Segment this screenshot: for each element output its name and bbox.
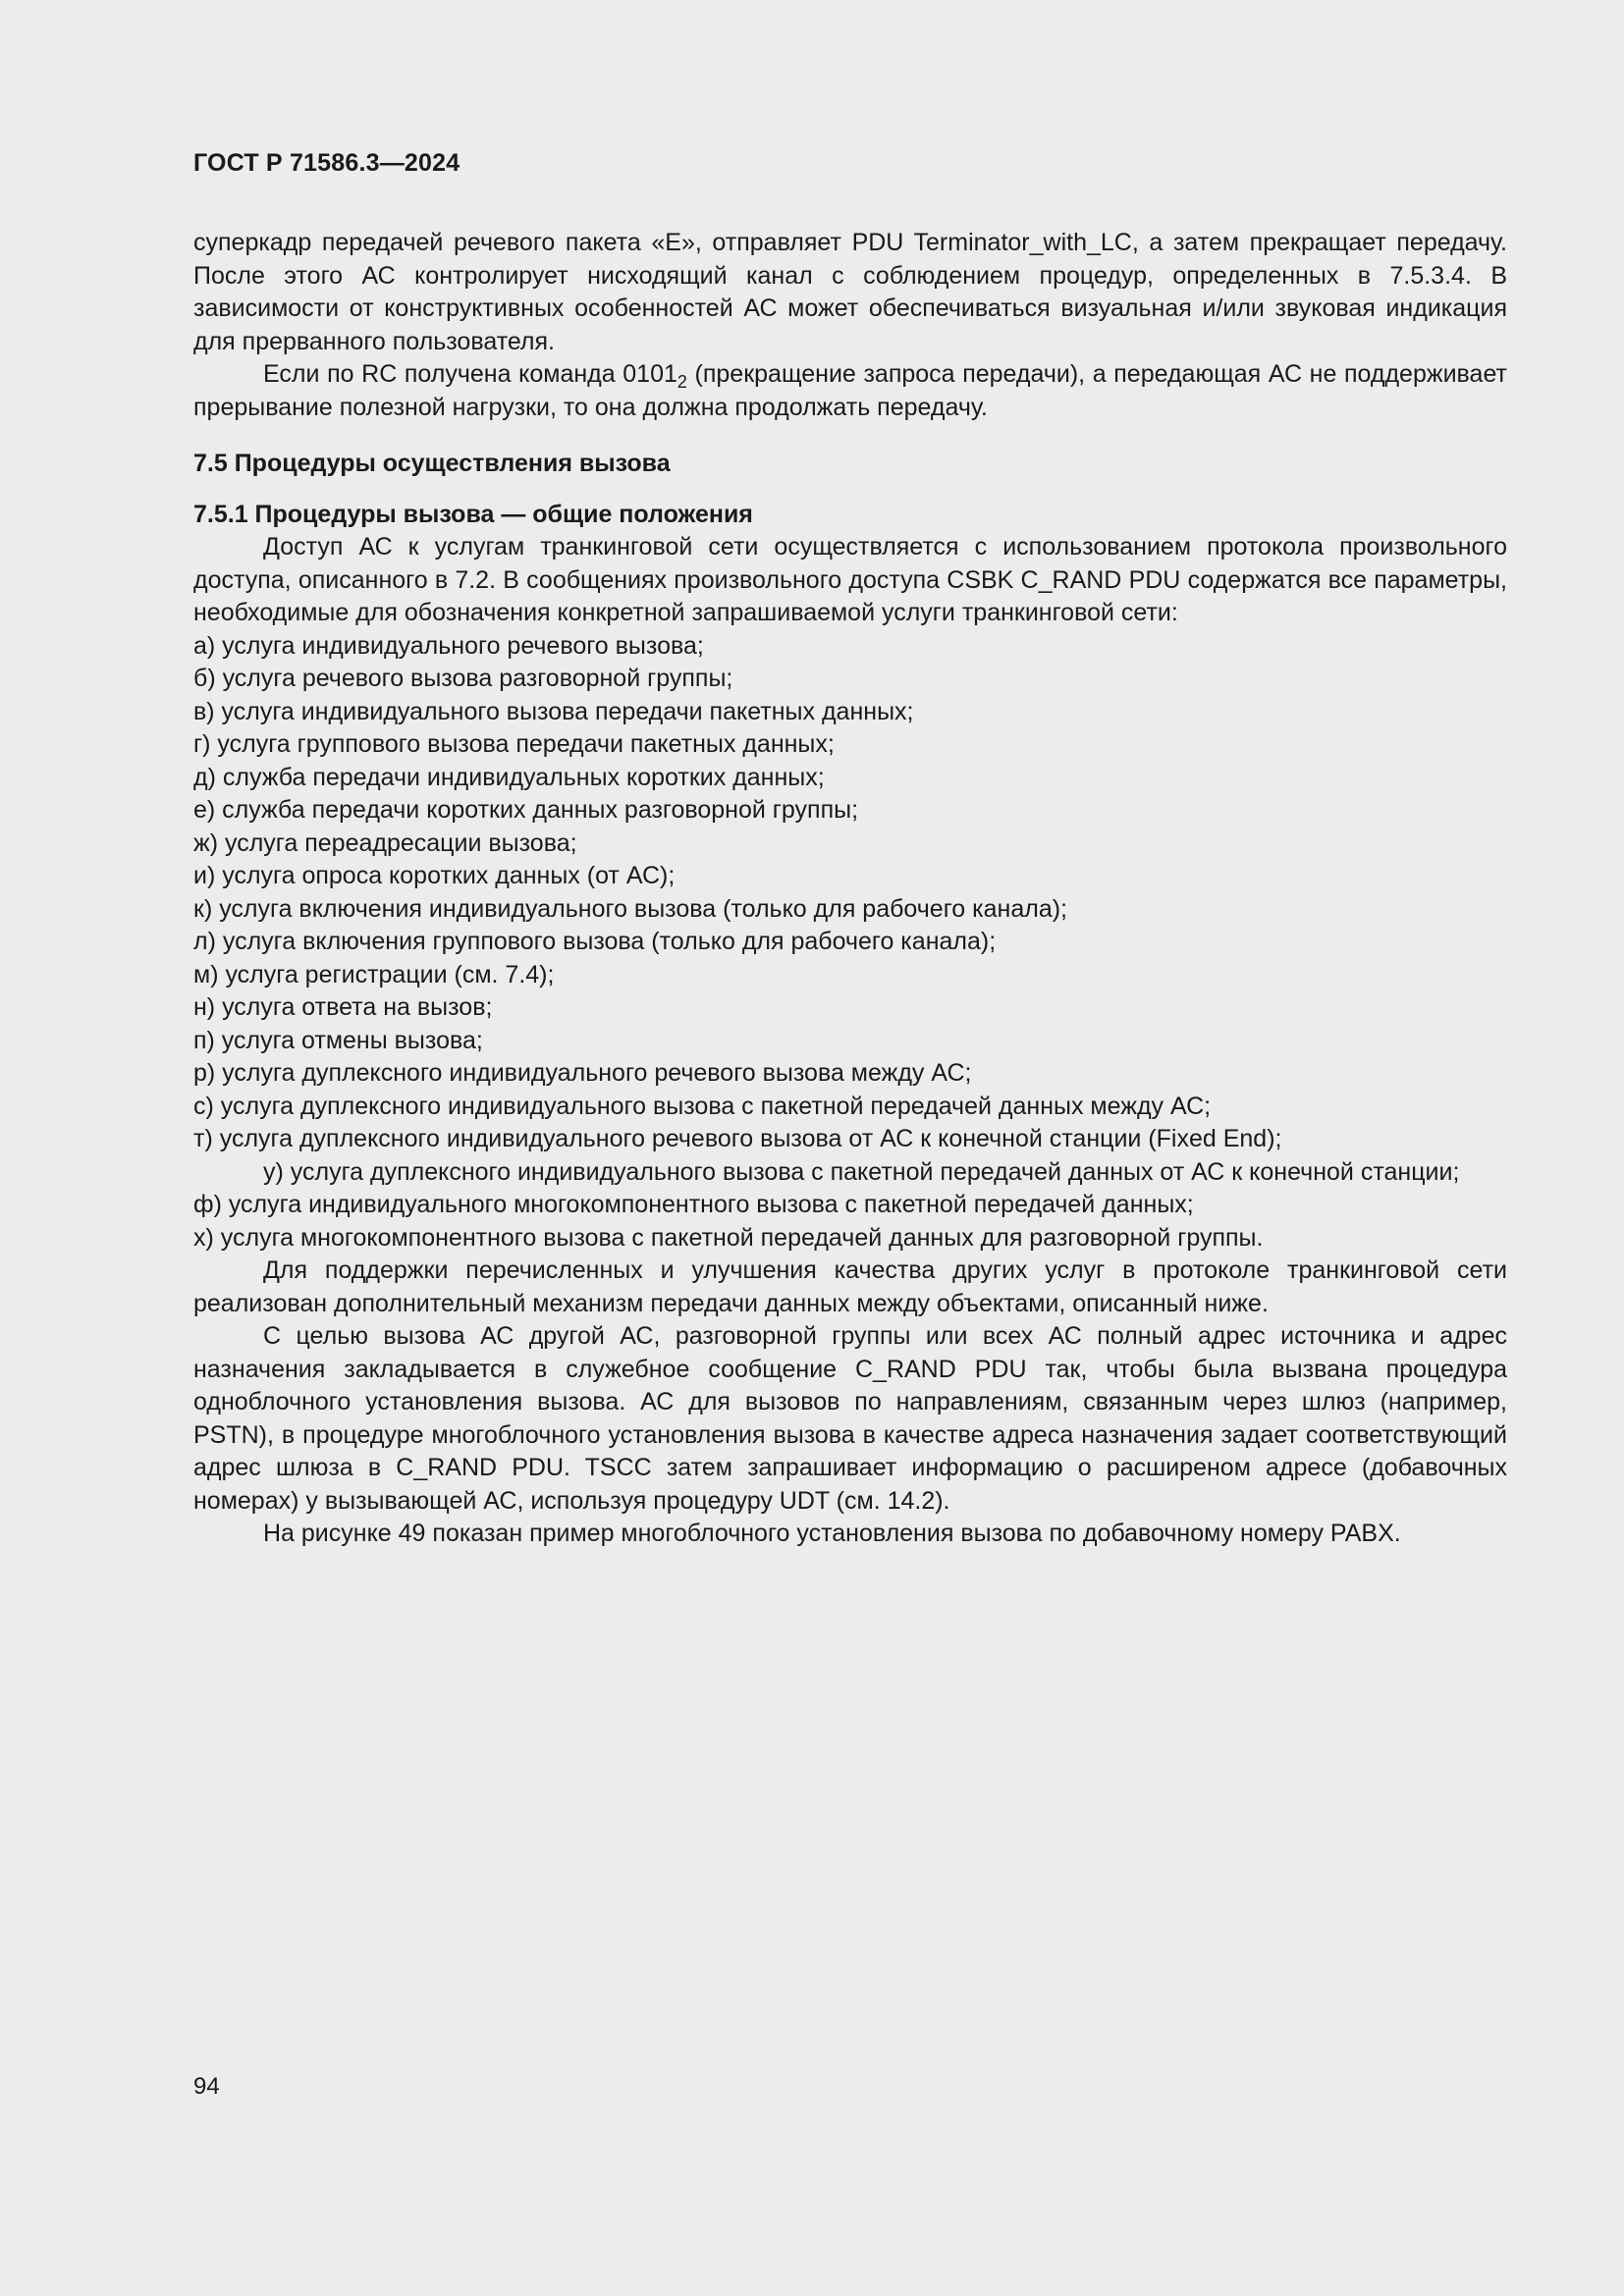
paragraph-rc-command-text-end: (прекращение запроса передачи), а передающая АС не поддерживает прерывание полезной нагрузки, то она должна продолжать передачу. <box>193 360 1507 421</box>
list-item: д) служба передачи индивидуальных коротких данных; <box>193 763 825 791</box>
subsection-heading: 7.5.1 Процедуры вызова — общие положения <box>193 500 753 528</box>
list-item: б) услуга речевого вызова разговорной группы; <box>193 665 733 692</box>
list-item: г) услуга группового вызова передачи пакетных данных; <box>193 730 835 758</box>
document-header: ГОСТ Р 71586.3—2024 <box>193 149 460 177</box>
paragraph-rc-command <box>193 358 1507 424</box>
list-item: и) услуга опроса коротких данных (от АС); <box>193 862 676 889</box>
paragraph-figure-reference: На рисунке 49 показан пример многоблочного установления вызова по добавочному номеру PABX. <box>263 1520 1401 1547</box>
list-item: в) услуга индивидуального вызова передачи пакетных данных; <box>193 697 914 725</box>
list-item: ф) услуга индивидуального многокомпонентного вызова с пакетной передачей данных; <box>193 1191 1194 1218</box>
section-heading: 7.5 Процедуры осуществления вызова <box>193 450 671 477</box>
list-item: ж) услуга переадресации вызова; <box>193 828 577 857</box>
list-item: м) услуга регистрации (см. 7.4); <box>193 960 555 988</box>
list-item: а) услуга индивидуального речевого вызова; <box>193 631 704 660</box>
list-item: н) услуга ответа на вызов; <box>193 993 493 1021</box>
list-item: е) служба передачи коротких данных разговорной группы; <box>193 796 859 824</box>
list-item: р) услуга дуплексного индивидуального речевого вызова между АС; <box>193 1059 972 1087</box>
subscript-base: 2 <box>677 372 687 392</box>
paragraph-continuation: суперкадр передачей речевого пакета «E», отправляет PDU Terminator_with_LC, а затем прекращает передачу. После этого АС контролирует нисходящий канал с соблюдением процедур, определенных в 7.5.3.4. В зависимости от конструктивных особенностей АС может обеспечиваться визуальная и/или звуковая индикация для прерванного пользователя. <box>193 229 1507 355</box>
list-item: х) услуга многокомпонентного вызова с пакетной передачей данных для разговорной группы. <box>193 1223 1264 1252</box>
list-item: п) услуга отмены вызова; <box>193 1026 483 1054</box>
paragraph-call-setup: С целью вызова АС другой АС, разговорной группы или всех АС полный адрес источника и адрес назначения закладывается в служебное сообщение C_RAND PDU так, чтобы была вызвана процедура одноблочного установления вызова. АС для вызовов по направлениям, связанным через шлюз (например, PSTN), в процедуре многоблочного установления вызова в качестве адреса назначения задает соответствующий адрес шлюза в C_RAND PDU. TSCC затем запрашивает информацию о расширеном адресе (добавочных номерах) у вызывающей АС, используя процедуру UDT (см. 14.2). <box>193 1322 1507 1515</box>
paragraph-access: Доступ АС к услугам транкинговой сети осуществляется с использованием протокола произвольного доступа, описанного в 7.2. В сообщениях произвольного доступа CSBK C_RAND PDU содержатся все параметры, необходимые для обозначения конкретной запрашиваемой услуги транкинговой сети: <box>193 533 1507 626</box>
list-item: у) услуга дуплексного индивидуального вызова с пакетной передачей данных от АС к конечной станции; <box>263 1157 1460 1186</box>
list-item: с) услуга дуплексного индивидуального вызова с пакетной передачей данных между АС; <box>193 1092 1212 1120</box>
page-number: 94 <box>193 2073 220 2100</box>
list-item: к) услуга включения индивидуального вызова (только для рабочего канала); <box>193 894 1067 923</box>
document-body <box>193 227 1507 1551</box>
services-list <box>193 630 1507 1255</box>
paragraph-rc-command-text-start: Если по RC получена команда 0101 <box>263 360 677 388</box>
paragraph-mechanism: Для поддержки перечисленных и улучшения качества других услуг в протоколе транкинговой сети реализован дополнительный механизм передачи данных между объектами, описанный ниже. <box>193 1256 1507 1317</box>
list-item: т) услуга дуплексного индивидуального речевого вызова от АС к конечной станции (Fixed End); <box>193 1125 1282 1152</box>
list-item: л) услуга включения группового вызова (только для рабочего канала); <box>193 928 997 955</box>
